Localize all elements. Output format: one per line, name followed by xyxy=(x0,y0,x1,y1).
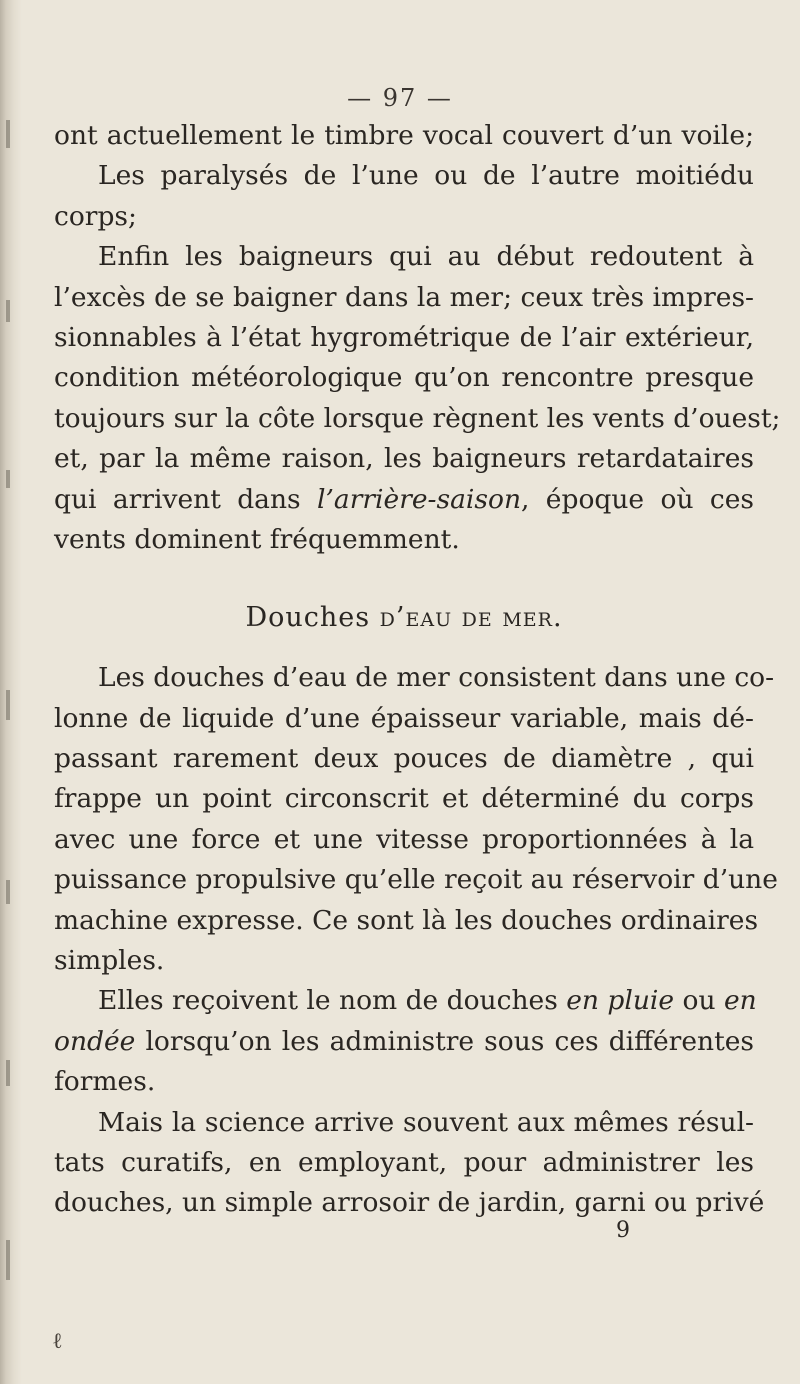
text-line: corps; xyxy=(54,200,137,232)
text-line xyxy=(54,1022,754,1062)
text-line xyxy=(54,981,757,1021)
corner-mark: ℓ xyxy=(52,1329,63,1354)
italic-term: en pluie xyxy=(566,985,675,1017)
text-line xyxy=(54,480,754,520)
text-line: ont actuellement le timbre vocal couvert d’un voile; xyxy=(54,120,754,151)
italic-term: l’arrière-saison xyxy=(317,483,522,515)
text-line: Les paralysés de l’une ou de l’autre moitiédu xyxy=(98,160,754,192)
text-line: sionnables à l’état hygrométrique de l’air extérieur, xyxy=(54,321,754,353)
text-line: lonne de liquide d’une épaisseur variable, mais dé- xyxy=(54,702,754,734)
text-span: Elles reçoivent le nom de douches xyxy=(98,985,567,1017)
signature-number: 9 xyxy=(616,1218,630,1243)
text-span: ou xyxy=(674,985,724,1017)
text-span: , époque où ces xyxy=(521,483,754,515)
text-line: avec une force et une vitesse proportionnées à la xyxy=(54,823,754,855)
text-span: qui arrivent dans xyxy=(54,483,318,515)
text-block xyxy=(54,116,781,1224)
text-line: condition météorologique qu’on rencontre presque xyxy=(54,362,754,394)
text-line: vents dominent fréquemment. xyxy=(54,523,460,555)
italic-term: ondée xyxy=(54,1025,136,1057)
text-line: Enfin les baigneurs qui au début redoutent à xyxy=(98,241,754,273)
text-line: douches, un simple arrosoir de jardin, garni ou privé xyxy=(54,1187,765,1219)
heading-first-word: Douches xyxy=(245,602,371,634)
text-span: lorsqu’on les administre sous ces différentes xyxy=(135,1025,754,1057)
text-line: Mais la science arrive souvent aux mêmes résul- xyxy=(98,1106,754,1138)
text-line: et, par la même raison, les baigneurs retardataires xyxy=(54,443,754,475)
text-line: l’excès de se baigner dans la mer; ceux très impres- xyxy=(54,281,754,313)
text-line: frappe un point circonscrit et déterminé du corps xyxy=(54,783,754,815)
text-line: machine expresse. Ce sont là les douches ordinaires xyxy=(54,904,759,936)
italic-term: en xyxy=(723,985,757,1017)
page-number: — 97 — xyxy=(347,84,453,112)
heading-rest: d’eau de mer. xyxy=(370,602,563,634)
text-line: toujours sur la côte lorsque règnent les vents d’ouest; xyxy=(54,402,781,434)
text-line: Les douches d’eau de mer consistent dans une co- xyxy=(98,662,775,694)
text-line: formes. xyxy=(54,1066,156,1098)
text-line: passant rarement deux pouces de diamètre , qui xyxy=(54,743,754,775)
text-line: tats curatifs, en employant, pour administrer les xyxy=(54,1146,754,1178)
text-line: simples. xyxy=(54,945,165,977)
text-line: puissance propulsive qu’elle reçoit au réservoir d’une xyxy=(54,864,778,896)
section-heading xyxy=(54,578,754,658)
